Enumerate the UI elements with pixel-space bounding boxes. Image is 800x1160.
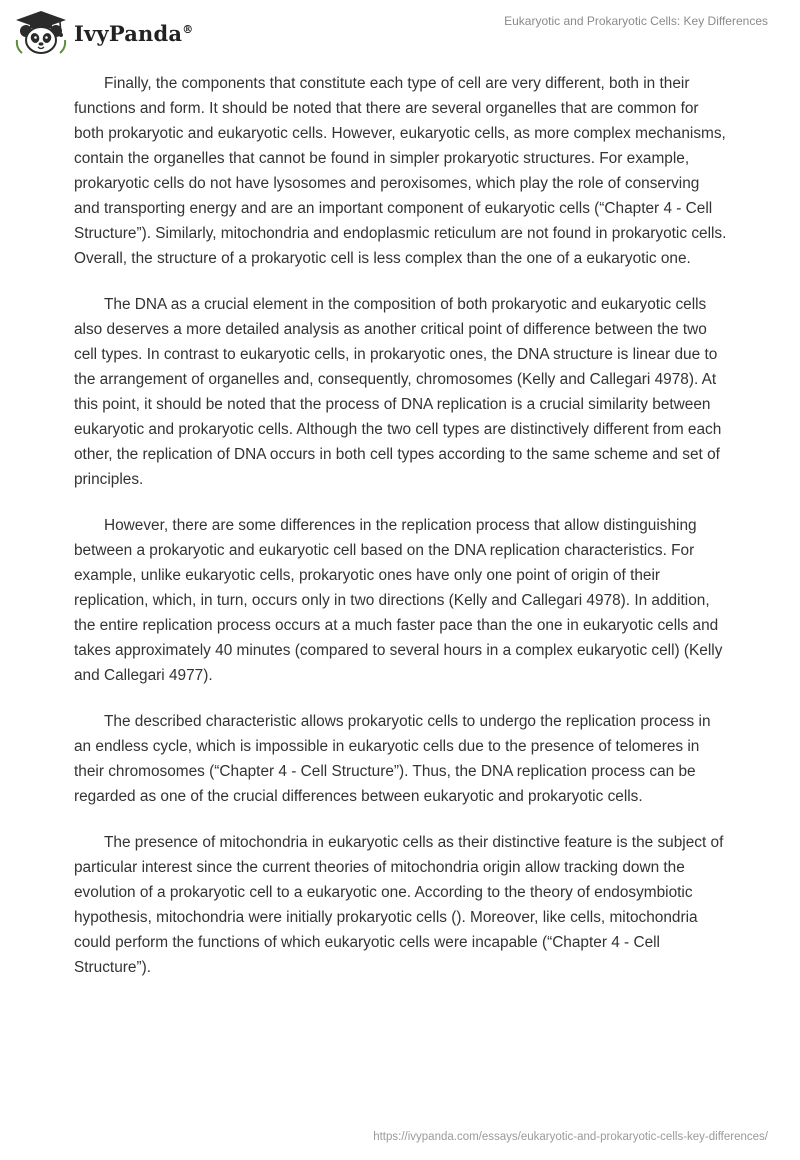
- ivypanda-logo[interactable]: [14, 10, 193, 56]
- paragraph: The presence of mitochondria in eukaryotic cells as their distinctive feature is the subject of particular interest since the current theories of mitochondria origin allow tracking down the evolution of a prokaryotic cell to a eukaryotic one. According to the theory of endosymbiotic hypothesis, mitochondria were initially prokaryotic cells (). Moreover, like cells, mitochondria could perform the functions of which eukaryotic cells were incapable (“Chapter 4 - Cell Structure”).: [74, 834, 724, 976]
- paragraph: However, there are some differences in the replication process that allow distinguishing between a prokaryotic and eukaryotic cell based on the DNA replication characteristics. For example, unlike eukaryotic cells, prokaryotic ones have only one point of origin of their replication, which, in turn, occurs only in two directions (Kelly and Callegari 4978). In addition, the entire replication process occurs at a much faster pace than the one in eukaryotic cells and takes approximately 40 minutes (compared to several hours in a complex eukaryotic cell) (Kelly and Callegari 4977).: [74, 517, 723, 684]
- paragraph: The described characteristic allows prokaryotic cells to undergo the replication process in an endless cycle, which is impossible in eukaryotic cells due to the presence of telomeres in their chromosomes (“Chapter 4 - Cell Structure”). Thus, the DNA replication process can be regarded as one of the crucial differences between eukaryotic and prokaryotic cells.: [74, 713, 711, 805]
- paragraph: Finally, the components that constitute each type of cell are very different, both in their functions and form. It should be noted that there are several organelles that are common for both prokaryotic and eukaryotic cells. However, eukaryotic cells, as more complex mechanisms, contain the organelles that cannot be found in simpler prokaryotic structures. For example, prokaryotic cells do not have lysosomes and peroxisomes, which play the role of conserving and transporting energy and are an important component of eukaryotic cells (“Chapter 4 - Cell Structure”). Similarly, mitochondria and endoplasmic reticulum are not found in prokaryotic cells. Overall, the structure of a prokaryotic cell is less complex than the one of a eukaryotic one.: [74, 75, 727, 267]
- panda-graduation-cap-icon: [14, 10, 68, 56]
- logo-name: IvyPanda: [74, 20, 183, 46]
- source-url[interactable]: https://ivypanda.com/essays/eukaryotic-and-prokaryotic-cells-key-differences/: [373, 1131, 768, 1143]
- document-title: Eukaryotic and Prokaryotic Cells: Key Differences: [504, 14, 768, 28]
- registered-mark: ®: [182, 22, 194, 36]
- page-header: [0, 0, 800, 64]
- essay-body: [74, 71, 728, 1001]
- paragraph: The DNA as a crucial element in the composition of both prokaryotic and eukaryotic cells also deserves a more detailed analysis as another critical point of difference between the two cell types. In contrast to eukaryotic cells, in prokaryotic ones, the DNA structure is linear due to the arrangement of organelles and, consequently, chromosomes (Kelly and Callegari 4978). At this point, it should be noted that the process of DNA replication is a crucial similarity between eukaryotic and prokaryotic cells. Although the two cell types are distinctively different from each other, the replication of DNA occurs in both cell types according to the same scheme and set of principles.: [74, 296, 722, 488]
- logo-wordmark: [74, 21, 193, 46]
